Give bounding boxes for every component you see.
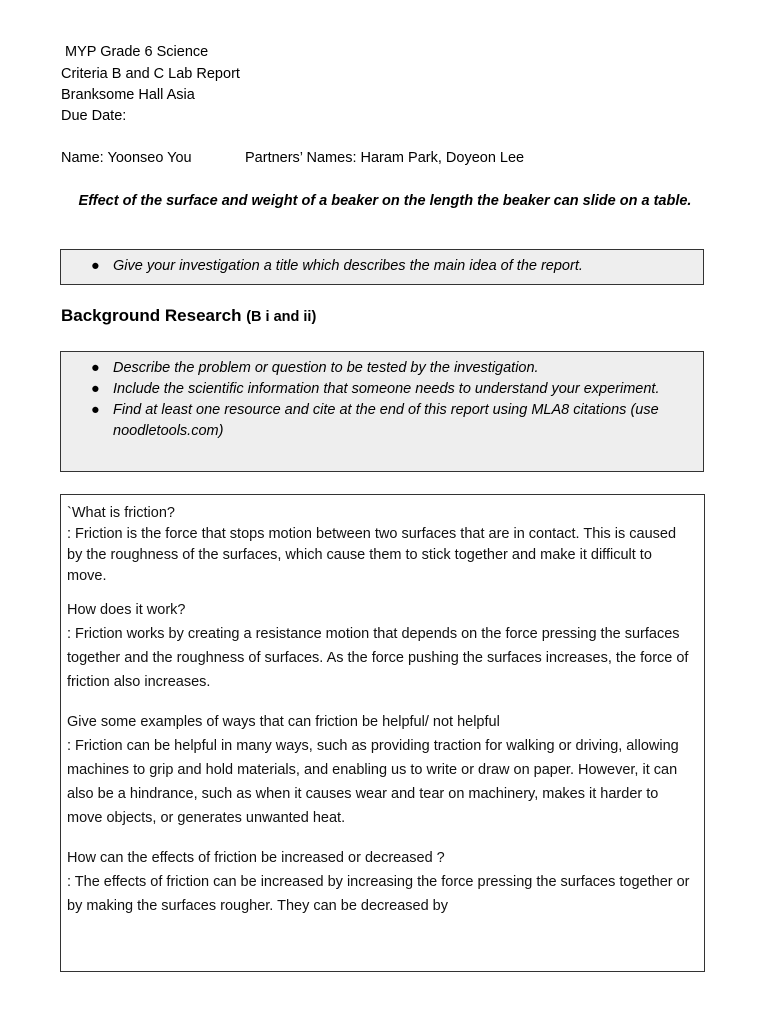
background-heading-text: Background Research	[61, 306, 242, 325]
question-examples: Give some examples of ways that can friction be helpful/ not helpful	[67, 714, 500, 730]
background-heading	[61, 306, 316, 326]
answer-friction: : Friction is the force that stops motion between two surfaces that are in contact. This is caused by the roughness of the surfaces, which cause them to stick together and make it difficult to move.	[67, 526, 677, 584]
background-subheading: (B i and ii)	[246, 309, 317, 325]
question-friction: `What is friction?	[67, 505, 175, 521]
instruction-item	[91, 379, 697, 400]
instruction-text: Find at least one resource and cite at the end of this report using MLA8 citations (use noodletools.com)	[113, 402, 659, 439]
course-name: MYP Grade 6 Science	[65, 44, 209, 60]
title-instruction-box	[60, 249, 704, 285]
due-date: Due Date:	[61, 108, 127, 124]
student-name: Name: Yoonseo You	[61, 150, 192, 166]
instruction-text: Include the scientific information that someone needs to understand your experiment.	[113, 381, 660, 397]
names-row	[61, 150, 525, 166]
answer-examples: : Friction can be helpful in many ways, such as providing traction for walking or driving, allowing machines to grip and hold materials, and enabling us to write or draw on paper. However, it can also be a hindrance, such as when it causes wear and tear on machinery, makes it harder to move objects, or generates unwanted heat.	[67, 738, 679, 826]
bullet-icon: ●	[91, 402, 100, 418]
research-content-box[interactable]	[60, 494, 705, 972]
criteria-line: Criteria B and C Lab Report	[61, 66, 240, 82]
instruction-item	[91, 358, 697, 379]
instruction-item	[91, 400, 697, 442]
title-instruction	[91, 256, 703, 277]
partners-names: Partners’ Names: Haram Park, Doyeon Lee	[245, 150, 525, 166]
bullet-icon: ●	[91, 258, 100, 274]
answer-how-it-works: : Friction works by creating a resistance motion that depends on the force pressing the surfaces together and the roughness of surfaces. As the force pushing the surfaces increases, the force of friction also increases.	[67, 626, 689, 690]
bullet-icon: ●	[91, 381, 100, 397]
report-title: Effect of the surface and weight of a beaker on the length the beaker can slide on a table.	[78, 193, 692, 209]
answer-increase-decrease: : The effects of friction can be increased by increasing the force pressing the surfaces together or by making the surfaces rougher. They can be decreased by	[67, 874, 690, 914]
question-increase-decrease: How can the effects of friction be increased or decreased ?	[67, 850, 445, 866]
school-name: Branksome Hall Asia	[61, 87, 195, 103]
bullet-icon: ●	[91, 360, 100, 376]
instruction-text: Describe the problem or question to be tested by the investigation.	[113, 360, 539, 376]
title-instruction-text: Give your investigation a title which describes the main idea of the report.	[113, 258, 583, 274]
question-how-it-works: How does it work?	[67, 602, 186, 618]
background-instruction-box	[60, 351, 704, 472]
